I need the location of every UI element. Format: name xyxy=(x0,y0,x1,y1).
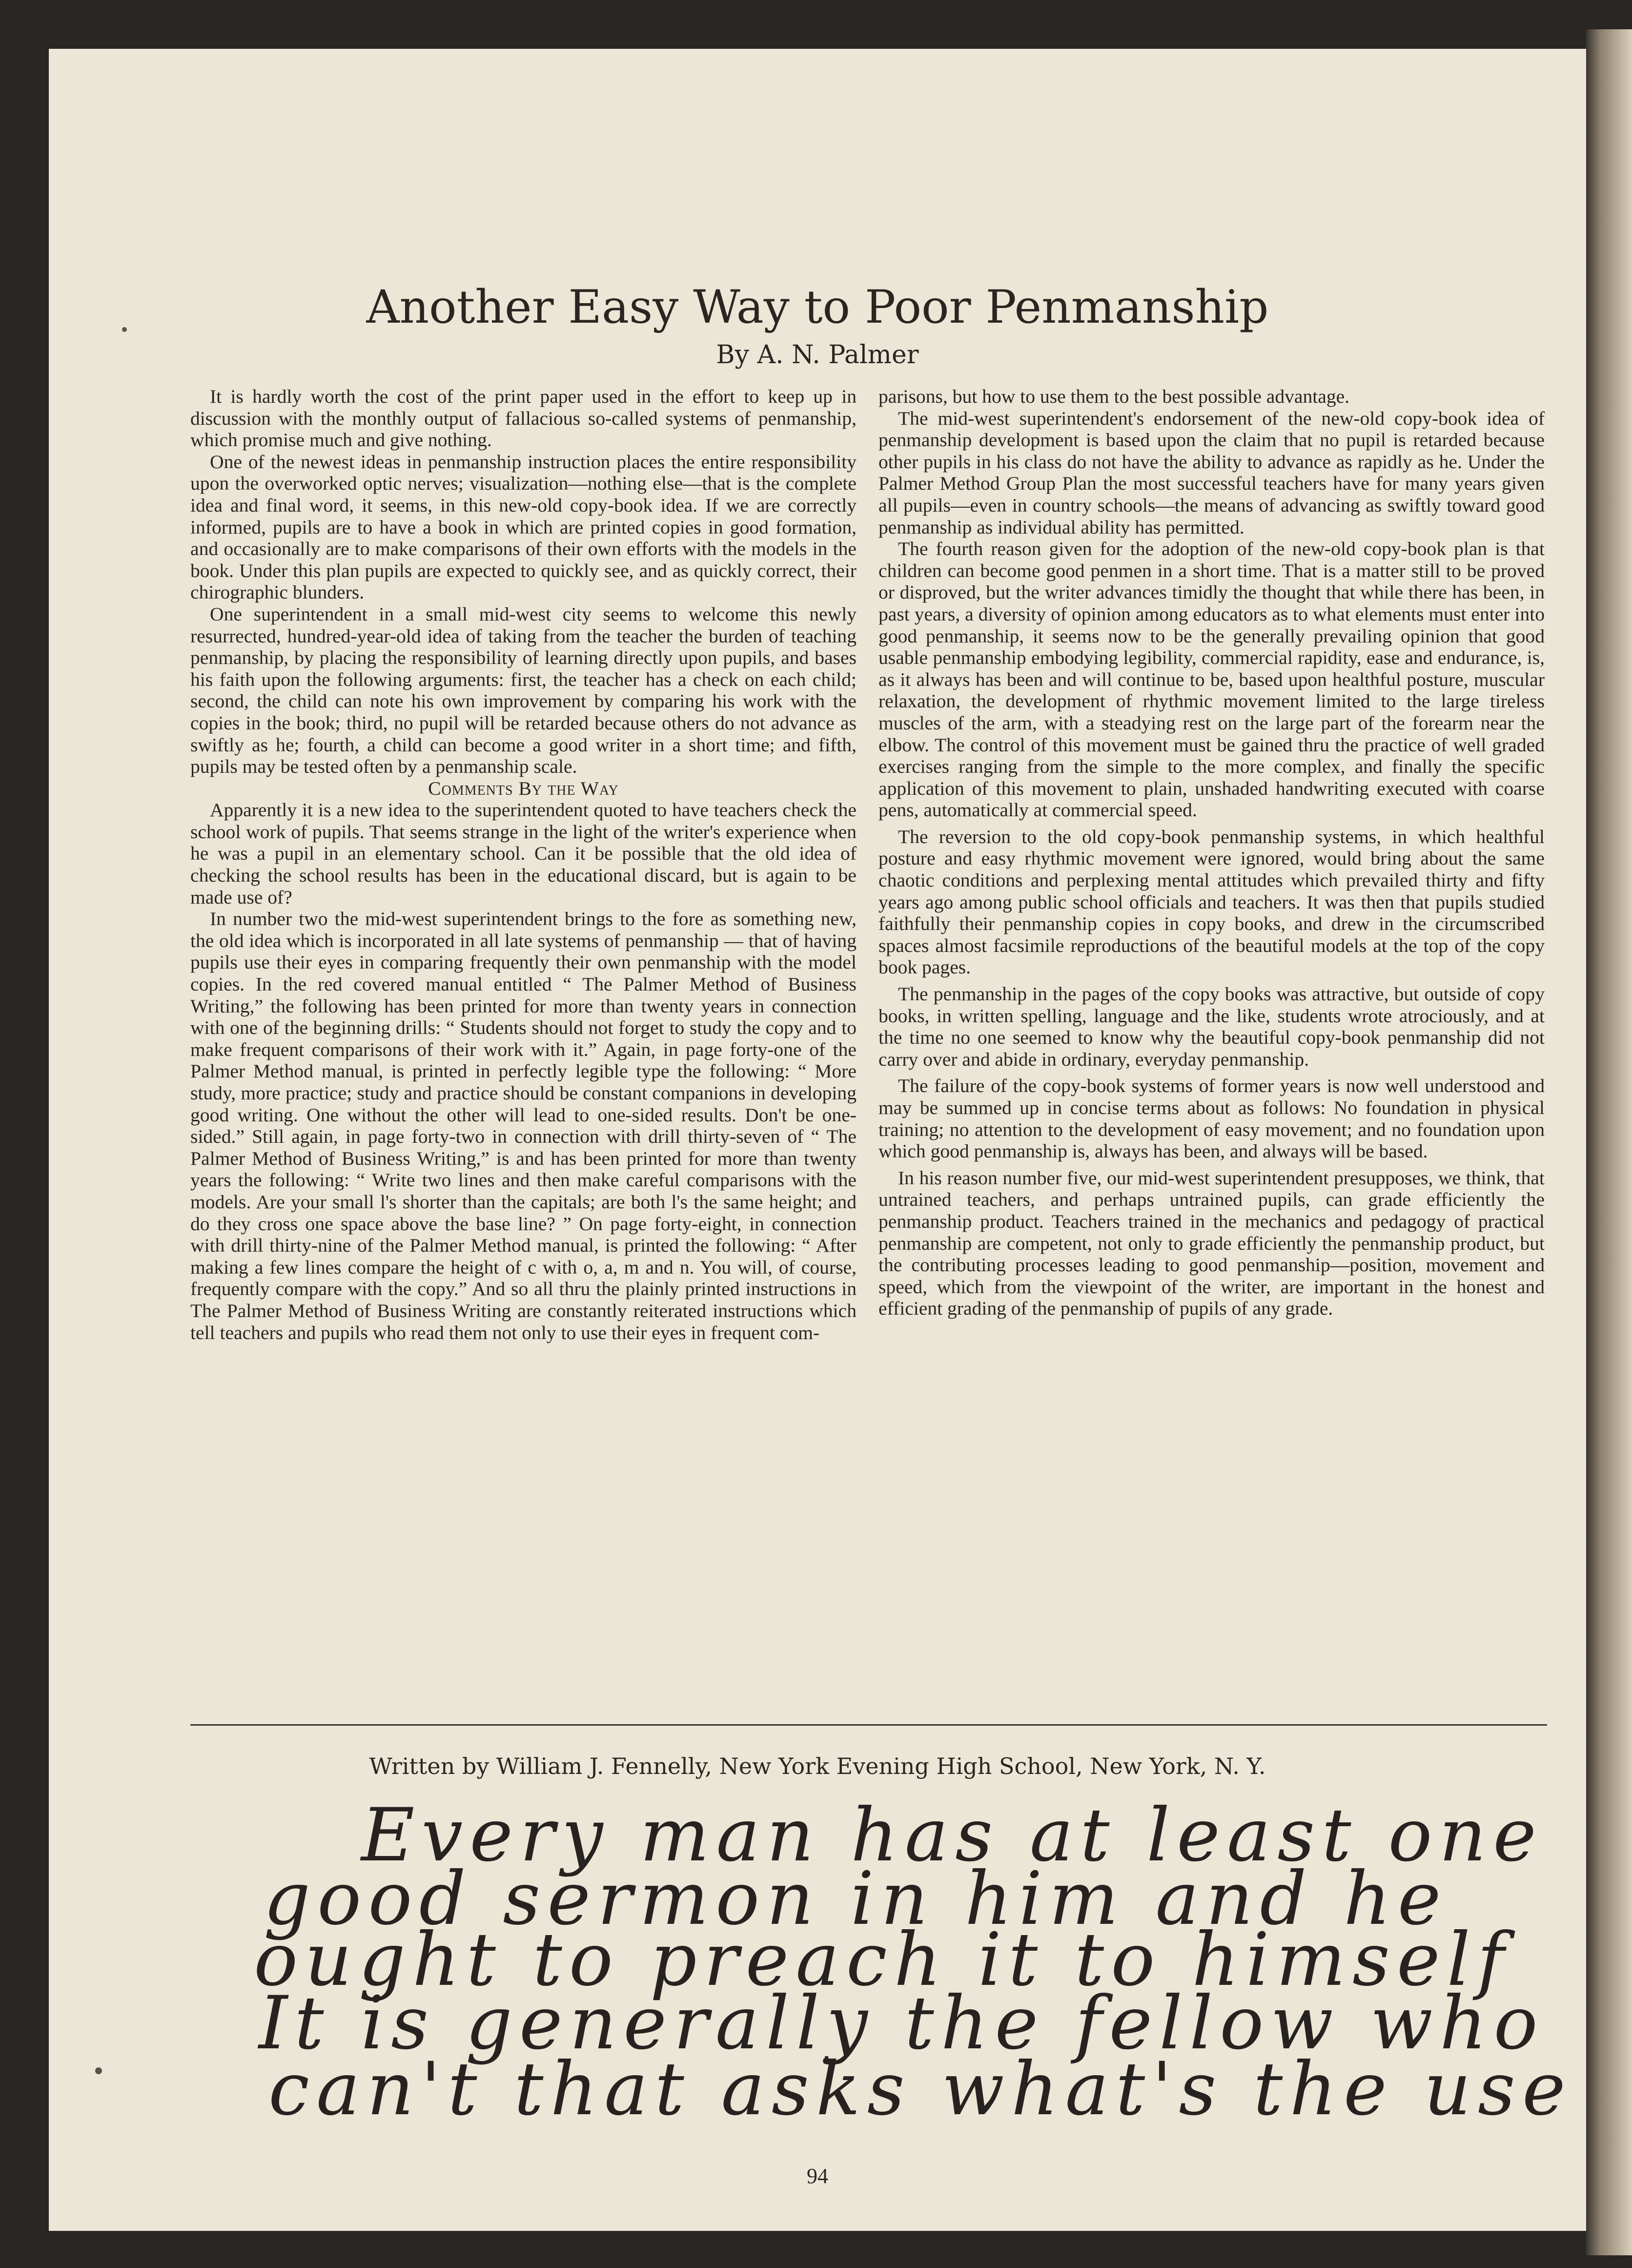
handwriting-line: can't that asks what's the use xyxy=(268,2047,1572,2132)
paper-speck xyxy=(122,327,127,332)
paragraph-continuation: parisons, but how to use them to the best possible advantage. xyxy=(878,386,1350,407)
paragraph: In his reason number five, our mid-west superintendent presupposes, we think, that untrained teachers, and perhaps untrained pupils, can grade efficiently the penmanship product. Teachers trained in the mechanics and pedagogy of practical penmanship are competent, not only to grade efficiently the penmanship product, but the contributing processes leading to good penmanship—position, movement and speed, which from the viewpoint of the writer, are important in the honest and efficient grading of the penmanship of pupils of any grade. xyxy=(878,1167,1545,1320)
article-title: Another Easy Way to Poor Penmanship xyxy=(366,281,1269,334)
section-subheading: Comments By the Way xyxy=(428,777,619,799)
left-column xyxy=(190,386,857,1343)
divider-rule xyxy=(190,1724,1547,1726)
paper-speck xyxy=(95,2067,102,2074)
facing-page-edge xyxy=(1586,29,1632,2255)
handwriting-specimen xyxy=(244,1793,1572,2132)
paragraph: The fourth reason given for the adoption of the new-old copy-book plan is that children can become good penmen in a short time. That is a matter still to be proved or disproved, but the writer advances timidly the thought that while there has been, in past years, a diversity of opinion among educators as to what elements must enter into good penmanship, it seems now to be the generally prevailing opinion that good usable penmanship embodying legibility, commercial rapidity, ease and endurance, is, as it always has been and will continue to be, based upon healthful posture, muscular relaxation, the development of rhythmic movement limited to the large tireless muscles of the arm, with a steadying rest on the large part of the forearm near the elbow. The control of this movement must be gained thru the practice of well graded exercises ranging from the simple to the more complex, and finally the specific application of this movement to plain, unshaded handwriting executed with coarse pens, automatically at commercial speed. xyxy=(878,538,1545,821)
handwriting-line: good sermon in him and he xyxy=(264,1856,1448,1941)
handwriting-line: ought to preach it to himself xyxy=(254,1917,1511,2002)
page-number: 94 xyxy=(807,2164,828,2188)
article-byline: By A. N. Palmer xyxy=(716,340,919,370)
magazine-page xyxy=(49,49,1586,2231)
paragraph: The penmanship in the pages of the copy books was attractive, but outside of copy books, in written spelling, language and the like, students wrote atrociously, and at the time no one seemed to know why the beautiful copy-book penmanship did not carry over and abide in ordinary, everyday penmanship. xyxy=(878,983,1545,1070)
paragraph: The mid-west superintendent's endorsement of the new-old copy-book idea of penmanship development is based upon the claim that no pupil is retarded because other pupils in his class do not have the ability to advance as rapidly as he. Under the Palmer Method Group Plan the most successful teachers have for many years given all pupils—even in country schools—the means of advancing as swiftly toward good penmanship as individual ability has permitted. xyxy=(878,407,1545,538)
right-column xyxy=(878,386,1545,1320)
handwriting-line: Every man has at least one xyxy=(361,1793,1543,1878)
paragraph: The failure of the copy-book systems of former years is now well understood and may be summed up in concise terms about as follows: No foundation in physical training; no attention to the development of easy movement; and no foundation upon which good penmanship is, always has been, and always will be based. xyxy=(878,1075,1545,1162)
paragraph: In number two the mid-west superintendent brings to the fore as something new, the old idea which is incorporated in all late systems of penmanship — that of having pupils use their eyes in comparing frequently their own penmanship with the model copies. In the red covered manual entitled “ The Palmer Method of Business Writing,” the following has been printed for more than twenty years in connection with one of the beginning drills: “ Students should not forget to study the copy and to make frequent comparisons of their work with it.” Again, in page forty-one of the Palmer Method manual, is printed in perfectly legible type the following: “ More study, more practice; study and practice should be constant companions in developing good writing. One without the other will lead to one-sided results. Don't be one-sided.” Still again, in page forty-two in connection with drill thirty-seven of “ The Palmer Method of Business Writing,” is and has been printed for more than twenty years the following: “ Write two lines and then make careful comparisons with the models. Are your small l's shorter than the capitals; are both l's the same height; and do they cross one space above the base line? ” On page forty-eight, in connection with drill thirty-nine of the Palmer Method manual, is printed the following: “ After making a few lines compare the height of c with o, a, m and n. You will, of course, frequently compare with the copy.” And so all thru the plainly printed instructions in The Palmer Method of Business Writing are constantly reiterated instructions which tell teachers and pupils who read them not only to use their eyes in frequent com- xyxy=(190,908,857,1343)
paragraph: Apparently it is a new idea to the superintendent quoted to have teachers check the school work of pupils. That seems strange in the light of the writer's experience when he was a pupil in an elementary school. Can it be possible that the old idea of checking the school results has been in the educational discard, but is again to be made use of? xyxy=(190,799,857,908)
specimen-credit: Written by William J. Fennelly, New York Evening High School, New York, N. Y. xyxy=(369,1753,1266,1779)
paragraph: One superintendent in a small mid-west city seems to welcome this newly resurrected, hundred-year-old idea of taking from the teacher the burden of teaching penmanship, by placing the responsibility of learning directly upon pupils, and bases his faith upon the following arguments: first, the teacher has a check on each child; second, the child can note his own improvement by comparing his work with the copies in the book; third, no pupil will be retarded because others do not advance as swiftly as he; fourth, a child can become a good writer in a short time; and fifth, pupils may be tested often by a penmanship scale. xyxy=(190,603,857,778)
paragraph: It is hardly worth the cost of the print paper used in the effort to keep up in discussion with the monthly output of fallacious so-called systems of penmanship, which promise much and give nothing. xyxy=(190,386,857,451)
handwriting-line: It is generally the fellow who xyxy=(259,1981,1545,2066)
paragraph: The reversion to the old copy-book penmanship systems, in which healthful posture and easy rhythmic movement were ignored, would bring about the same chaotic conditions and perplexing mental attitudes which prevailed thirty and fifty years ago among public school officials and teachers. It was then that pupils studied faithfully their penmanship copies in copy books, and drew in the circumscribed spaces almost facsimile reproductions of the beautiful models at the top of the copy book pages. xyxy=(878,825,1545,978)
paragraph: One of the newest ideas in penmanship instruction places the entire responsibility upon the overworked optic nerves; visualization—nothing else—that is the complete idea and final word, it seems, in this new-old copy-book idea. If we are correctly informed, pupils are to have a book in which are printed copies in good formation, and occasionally are to make comparisons of their own efforts with the models in the book. Under this plan pupils are expected to quickly see, and as quickly correct, their chirographic blunders. xyxy=(190,451,857,603)
